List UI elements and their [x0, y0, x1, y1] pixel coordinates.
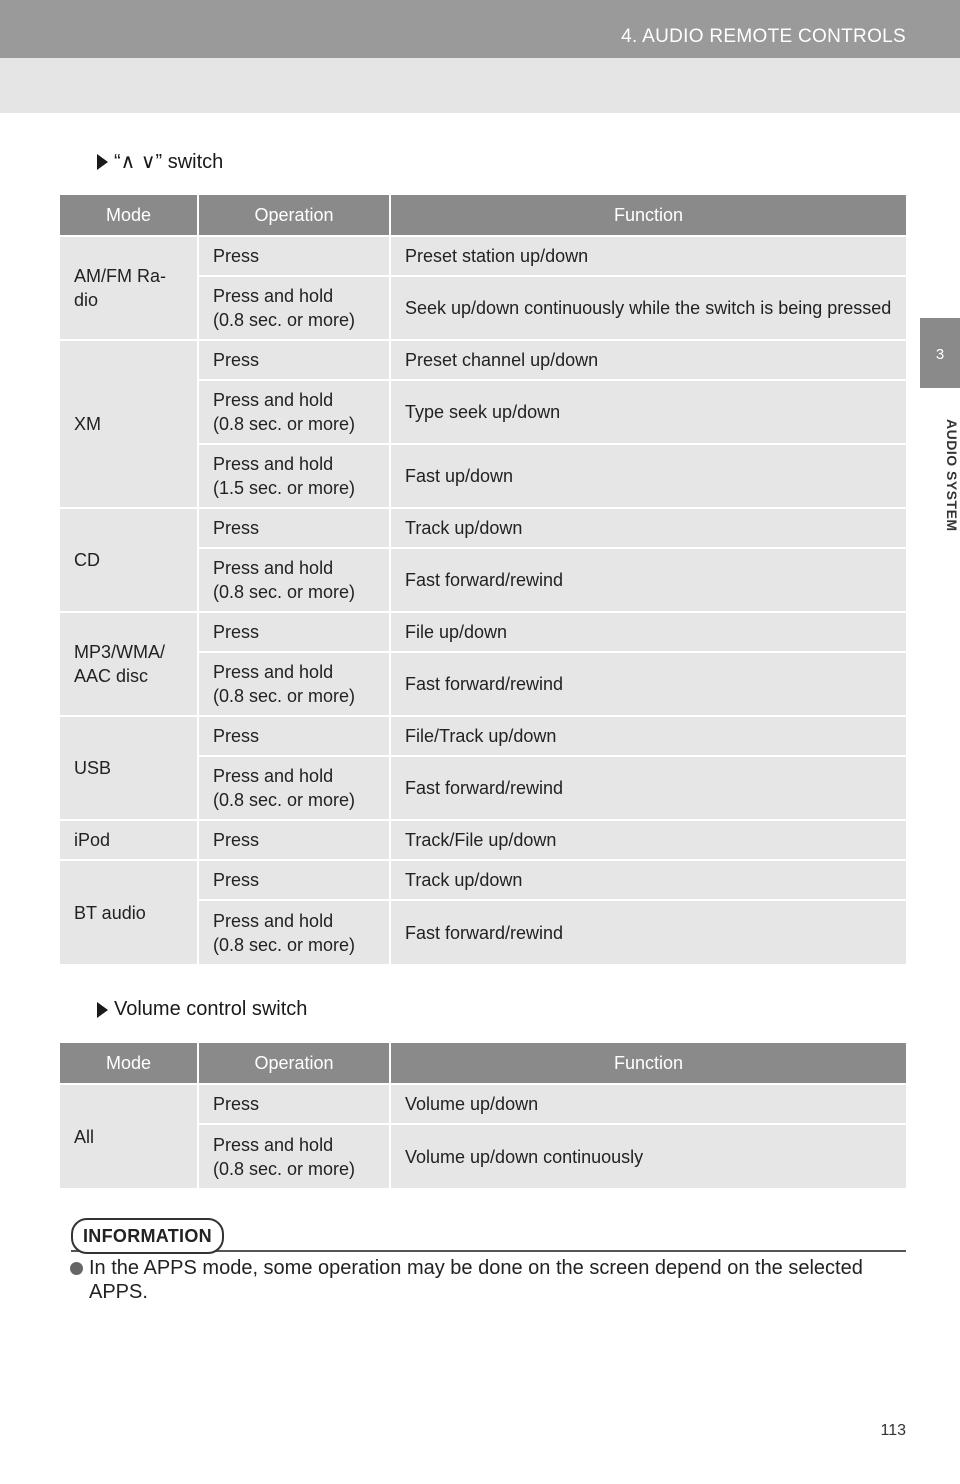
- table-row: [60, 508, 906, 548]
- chapter-tab-number: 3: [920, 318, 960, 388]
- table-header-row: [60, 195, 906, 236]
- column-header-function: Function: [390, 1043, 906, 1084]
- function-cell: Volume up/down continuously: [390, 1124, 906, 1188]
- table-row: [60, 716, 906, 756]
- information-badge: INFORMATION: [71, 1218, 224, 1254]
- operation-cell: Press and hold (0.8 sec. or more): [198, 1124, 390, 1188]
- operation-cell: Press: [198, 1084, 390, 1124]
- operation-cell: Press and hold (0.8 sec. or more): [198, 380, 390, 444]
- column-header-function: Function: [390, 195, 906, 236]
- operation-cell: Press and hold (1.5 sec. or more): [198, 444, 390, 508]
- function-cell: Fast forward/rewind: [390, 756, 906, 820]
- column-header-mode: Mode: [60, 195, 198, 236]
- operation-cell: Press and hold (0.8 sec. or more): [198, 548, 390, 612]
- mode-cell: CD: [60, 508, 198, 612]
- table-row: [60, 612, 906, 652]
- function-cell: Fast forward/rewind: [390, 652, 906, 716]
- column-header-operation: Operation: [198, 1043, 390, 1084]
- section-heading-switch: [97, 149, 223, 174]
- function-cell: Preset station up/down: [390, 236, 906, 276]
- function-cell: Volume up/down: [390, 1084, 906, 1124]
- operation-cell: Press: [198, 612, 390, 652]
- information-item: [70, 1256, 906, 1304]
- mode-cell: XM: [60, 340, 198, 508]
- operation-cell: Press and hold (0.8 sec. or more): [198, 900, 390, 964]
- section-heading-switch-text: “∧ ∨” switch: [114, 151, 224, 173]
- operation-cell: Press: [198, 716, 390, 756]
- volume-operation-table: [60, 1043, 906, 1188]
- function-cell: Fast forward/rewind: [390, 548, 906, 612]
- header-title: 4. AUDIO REMOTE CONTROLS: [621, 26, 906, 47]
- operation-cell: Press and hold (0.8 sec. or more): [198, 652, 390, 716]
- section-heading-volume-text: Volume control switch: [114, 998, 308, 1020]
- switch-operation-table: [60, 195, 906, 964]
- information-item-text: In the APPS mode, some operation may be done on the screen depend on the selected APPS.: [89, 1257, 863, 1303]
- mode-cell: All: [60, 1084, 198, 1188]
- column-header-mode: Mode: [60, 1043, 198, 1084]
- triangle-arrow-icon: [97, 154, 108, 170]
- table-row: [60, 340, 906, 380]
- function-cell: Seek up/down continuously while the switch is being pressed: [390, 276, 906, 340]
- operation-cell: Press: [198, 820, 390, 860]
- function-cell: Fast forward/rewind: [390, 900, 906, 964]
- operation-cell: Press and hold (0.8 sec. or more): [198, 276, 390, 340]
- page-number: 113: [880, 1422, 906, 1439]
- table-row: [60, 820, 906, 860]
- function-cell: Preset channel up/down: [390, 340, 906, 380]
- chapter-tab-label-text: AUDIO SYSTEM: [944, 418, 960, 532]
- mode-cell: AM/FM Ra- dio: [60, 236, 198, 340]
- operation-cell: Press: [198, 860, 390, 900]
- function-cell: File/Track up/down: [390, 716, 906, 756]
- table-row: [60, 1084, 906, 1124]
- function-cell: Fast up/down: [390, 444, 906, 508]
- header-bar: [0, 0, 960, 58]
- bullet-icon: [70, 1262, 83, 1275]
- operation-cell: Press: [198, 508, 390, 548]
- header-band: [0, 58, 960, 113]
- mode-cell: BT audio: [60, 860, 198, 964]
- mode-cell: MP3/WMA/ AAC disc: [60, 612, 198, 716]
- mode-cell: iPod: [60, 820, 198, 860]
- table-row: [60, 236, 906, 276]
- table-header-row: [60, 1043, 906, 1084]
- function-cell: Type seek up/down: [390, 380, 906, 444]
- triangle-arrow-icon: [97, 1002, 108, 1018]
- operation-cell: Press: [198, 340, 390, 380]
- function-cell: Track up/down: [390, 860, 906, 900]
- function-cell: Track up/down: [390, 508, 906, 548]
- table-row: [60, 860, 906, 900]
- section-heading-volume: [97, 998, 307, 1021]
- chapter-tab-label: [920, 400, 960, 550]
- function-cell: File up/down: [390, 612, 906, 652]
- operation-cell: Press: [198, 236, 390, 276]
- function-cell: Track/File up/down: [390, 820, 906, 860]
- operation-cell: Press and hold (0.8 sec. or more): [198, 756, 390, 820]
- mode-cell: USB: [60, 716, 198, 820]
- column-header-operation: Operation: [198, 195, 390, 236]
